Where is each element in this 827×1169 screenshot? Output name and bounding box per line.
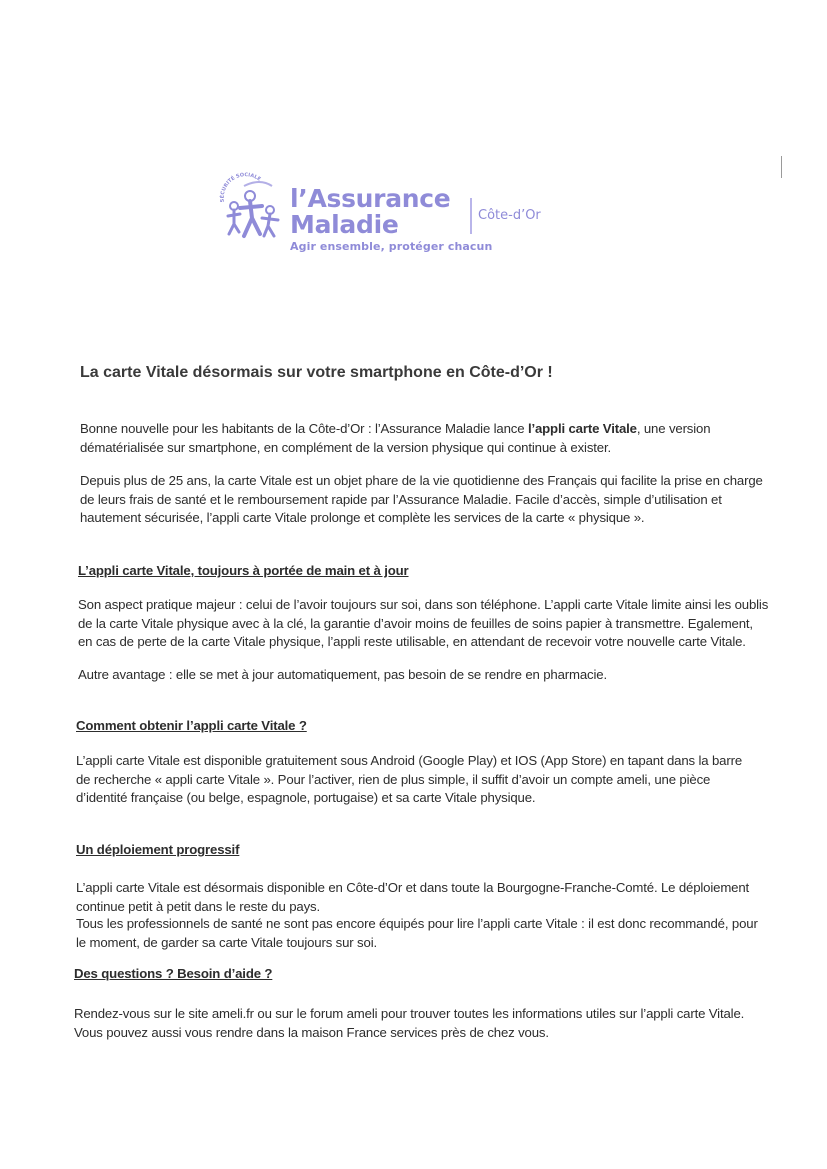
family-figures-icon <box>214 172 286 242</box>
brand-name-line1: l’Assurance <box>290 184 451 213</box>
scan-mark <box>781 156 782 178</box>
section-heading-questions: Des questions ? Besoin d’aide ? <box>74 966 273 981</box>
page-title: La carte Vitale désormais sur votre smartphone en Côte-d’Or ! <box>80 364 553 381</box>
logo-divider <box>470 198 472 234</box>
badge-text: SÉCURITÉ SOCIALE <box>219 172 262 203</box>
region-label: Côte-d’Or <box>478 208 541 223</box>
intro-paragraph <box>80 420 720 457</box>
section-heading-obtenir: Comment obtenir l’appli carte Vitale ? <box>76 718 307 733</box>
appli-paragraph-2: Autre avantage : elle se met à jour automatiquement, pas besoin de se rendre en pharmacie. <box>78 667 607 682</box>
brand-name-line2: Maladie <box>290 210 399 239</box>
appli-paragraph-1: Son aspect pratique majeur : celui de l’avoir toujours sur soi, dans son téléphone. L’appli carte Vitale limite ainsi les oublis de la carte Vitale physique avec à la clé, la garantie d’avoir moins de feuilles de soins papier à transmettre. Egalement, en cas de perte de la carte Vitale physique, l’appli reste utilisable, en attendant de recevoir votre nouvelle carte Vitale. <box>78 597 769 649</box>
obtenir-paragraph: L’appli carte Vitale est disponible gratuitement sous Android (Google Play) et IOS (App Store) en tapant dans la barre de recherche « appli carte Vitale ». Pour l’activer, rien de plus simple, il suffit d’avoir un compte ameli, une pièce d’identité française (ou belge, espagnole, portugaise) et sa carte Vitale physique. <box>76 753 743 805</box>
section-heading-deploiement: Un déploiement progressif <box>76 842 240 857</box>
history-paragraph: Depuis plus de 25 ans, la carte Vitale est un objet phare de la vie quotidienne des Français qui facilite la prise en charge de leurs frais de santé et le remboursement rapide par l’Assurance Maladie. Facile d’accès, simple d’utilisation et hautement sécurisée, l’appli carte Vitale prolonge et complète les services de la carte « physique ». <box>80 473 763 525</box>
intro-text-after: , une version dématérialisée sur smartphone, en complément de la version physique qui continue à exister. <box>80 421 711 455</box>
questions-paragraph: Rendez-vous sur le site ameli.fr ou sur le forum ameli pour trouver toutes les informations utiles sur l’appli carte Vitale. Vous pouvez aussi vous rendre dans la maison France services près de chez vous. <box>74 1006 745 1040</box>
intro-bold: l’appli carte Vitale <box>527 421 637 436</box>
brand-tagline: Agir ensemble, protéger chacun <box>290 240 493 253</box>
section-heading-appli: L’appli carte Vitale, toujours à portée de main et à jour <box>78 563 409 578</box>
intro-text-before: Bonne nouvelle pour les habitants de la Côte-d’Or : l’Assurance Maladie lance <box>80 421 528 436</box>
assurance-maladie-logo <box>214 172 554 260</box>
deploiement-paragraph-1: L’appli carte Vitale est désormais disponible en Côte-d’Or et dans toute la Bourgogne-Franche-Comté. Le déploiement continue petit à petit dans le reste du pays. <box>76 880 750 914</box>
deploiement-paragraph-2: Tous les professionnels de santé ne sont pas encore équipés pour lire l’appli carte Vitale : il est donc recommandé, pour le moment, de garder sa carte Vitale toujours sur soi. <box>76 916 758 950</box>
